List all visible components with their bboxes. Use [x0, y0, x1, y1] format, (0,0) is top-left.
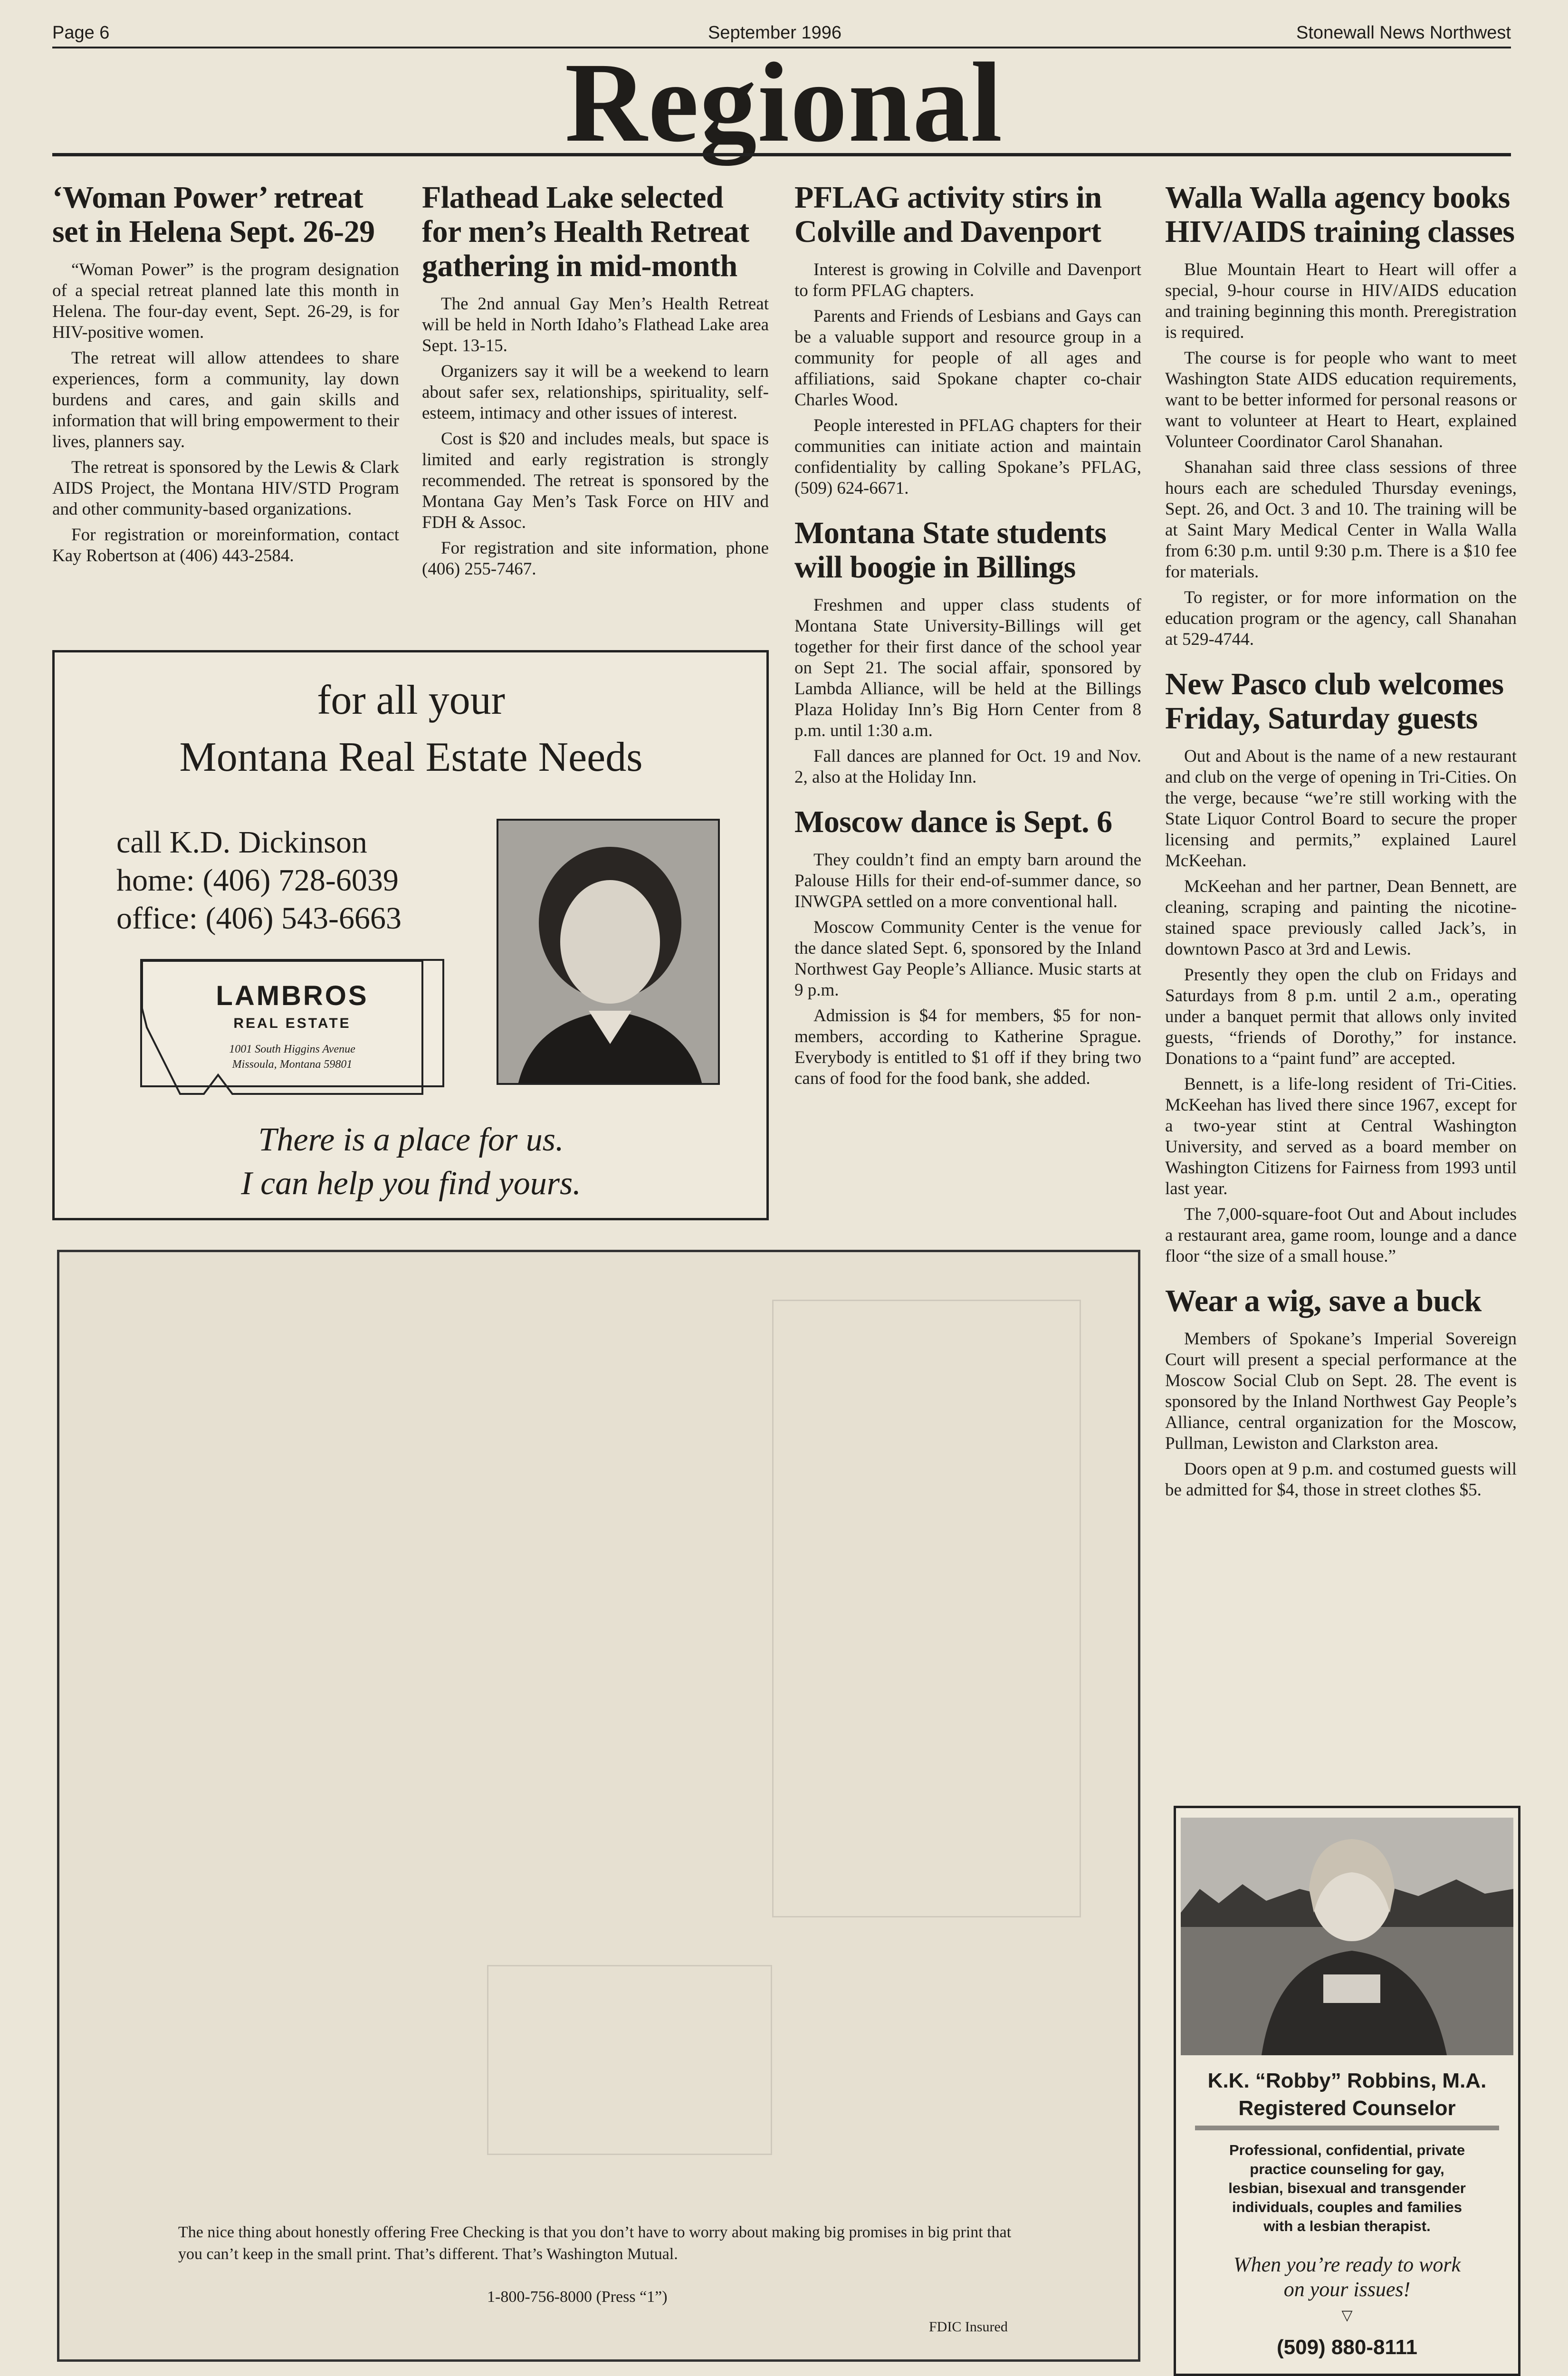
- story-paragraph: Fall dances are planned for Oct. 19 and Nov. 2, also at the Holiday Inn.: [794, 747, 1141, 787]
- counselor-photo: [1181, 1818, 1513, 2055]
- story-paragraph: Bennett, is a life-long resident of Tri-Cities. McKeehan has lived there since 1967, except for a two-year stint at Central Washington University, and served as a board member on Washington Citizens for Fairness from 1993 until last year.: [1165, 1074, 1517, 1198]
- story-paragraph: People interested in PFLAG chapters for their communities can initiate action and maintain confidentiality by calling Spokane’s PFLAG, (509) 624-6671.: [794, 416, 1141, 498]
- story-paragraph: Blue Mountain Heart to Heart will offer a special, 9-hour course in HIV/AIDS education and training beginning this month. Preregistration is required.: [1165, 260, 1517, 342]
- address-line: Missoula, Montana 59801: [232, 1058, 353, 1071]
- bank-ad-phone: 1-800-756-8000 (Press “1”): [487, 2288, 668, 2306]
- story-flathead: [422, 181, 769, 580]
- counselor-description: Professional, confidential, private practice counseling for gay, lesbian, bisexual and transgender individuals, couples and families with a lesbian therapist.: [1228, 2142, 1466, 2234]
- tagline-line: I can help you find yours.: [241, 1165, 581, 1202]
- story-headline: Walla Walla agency books HIV/AIDS training classes: [1165, 180, 1515, 249]
- story-paragraph: Out and About is the name of a new restaurant and club on the verge of opening in Tri-Cities. On the verge, because “we’re still working with the State Liquor Control Board to secure the proper licensing and permits,” explained Laurel McKeehan.: [1165, 747, 1517, 871]
- story-headline: Wear a wig, save a buck: [1165, 1284, 1482, 1318]
- divider: [1195, 2126, 1499, 2130]
- ad-headline-line1: for all your: [317, 677, 505, 723]
- story-paragraph: The 7,000-square-foot Out and About includes a restaurant area, game room, lounge and a dance floor “the size of a small house.”: [1165, 1205, 1517, 1266]
- story-headline: New Pasco club welcomes Friday, Saturday guests: [1165, 667, 1504, 736]
- show-through-graphic: [772, 1300, 1081, 1917]
- story-paragraph: The retreat will allow attendees to share experiences, form a community, lay down burdens and cares, and gain skills and information that will bring empowerment to their lives, planners say.: [52, 348, 399, 451]
- counselor-phone: (509) 880-8111: [1276, 2336, 1418, 2359]
- story-paragraph: The course is for people who want to meet Washington State AIDS education requirements, want to be better informed for personal reasons or want to volunteer at Heart to Heart, explained Volunteer Coordinator Carol Shanahan.: [1165, 348, 1517, 451]
- agent-photo: [497, 819, 720, 1085]
- column-3: [794, 181, 1141, 1106]
- tagline-line: There is a place for us.: [258, 1121, 564, 1158]
- real-estate-ad: [52, 650, 769, 1220]
- agent-name: call K.D. Dickinson: [116, 825, 367, 860]
- show-through-graphic: [487, 1965, 772, 2155]
- issue-date: September 1996: [708, 23, 841, 43]
- counselor-heading: [1176, 2067, 1518, 2122]
- tagline-line: When you’re ready to work: [1233, 2253, 1461, 2276]
- home-phone: home: (406) 728-6039: [116, 863, 399, 898]
- bank-ad-body: The nice thing about honestly offering Free Checking is that you don’t have to worry about making big promises in big print that you can’t keep in the small print. That’s different. That’s Washington Mutual.: [178, 2223, 1012, 2263]
- column-2: [422, 181, 769, 597]
- story-headline: ‘Woman Power’ retreat set in Helena Sept. 26-29: [52, 180, 375, 249]
- story-paragraph: Cost is $20 and includes meals, but space is limited and early registration is strongly recommended. The retreat is sponsored by the Montana Gay Men’s Task Force on HIV and FDH & Assoc.: [422, 429, 769, 532]
- story-paragraph: Interest is growing in Colville and Davenport to form PFLAG chapters.: [794, 260, 1141, 300]
- story-headline: PFLAG activity stirs in Colville and Davenport: [794, 180, 1102, 249]
- story-wig: [1165, 1284, 1517, 1501]
- story-paragraph: Presently they open the club on Fridays and Saturdays from 8 p.m. until 2 a.m., operating under a banquet permit that allows only invited guests, “friends of Dorothy,” for instance. Donations to a “paint fund” are accepted.: [1165, 965, 1517, 1068]
- agent-contact: [116, 824, 402, 938]
- section-title: Regional: [564, 39, 1004, 165]
- story-paragraph: Parents and Friends of Lesbians and Gays can be a valuable support and resource group in a community for people of all ages and affiliations, said Spokane chapter co-chair Charles Wood.: [794, 307, 1141, 410]
- column-4: [1165, 181, 1517, 1518]
- brand-subtitle: REAL ESTATE: [233, 1016, 351, 1031]
- address-line: 1001 South Higgins Avenue: [229, 1043, 355, 1055]
- counselor-ad: [1174, 1806, 1520, 2376]
- counselor-name: K.K. “Robby” Robbins, M.A.: [1207, 2069, 1487, 2092]
- lambros-logo: [140, 959, 444, 1087]
- counselor-tagline: [1176, 2252, 1518, 2302]
- story-paragraph: Admission is $4 for members, $5 for non-members, according to Katherine Sprague. Everybody is entitled to $1 off if they bring two cans of food for the food bank, she added.: [794, 1006, 1141, 1088]
- story-paragraph: For registration or moreinformation, contact Kay Robertson at (406) 443-2584.: [52, 525, 399, 565]
- publication-name: Stonewall News Northwest: [1296, 23, 1511, 43]
- story-paragraph: Organizers say it will be a weekend to learn about safer sex, relationships, spirituality, self-esteem, intimacy and other issues of interest.: [422, 362, 769, 423]
- story-paragraph: To register, or for more information on the education program or the agency, call Shanahan at 529-4744.: [1165, 588, 1517, 649]
- story-paragraph: Shanahan said three class sessions of three hours each are scheduled Thursday evenings, Sept. 26, and Oct. 3 and 10. The training will be at Saint Mary Medical Center in Walla Walla from 6:30 p.m. until 9:30 p.m. There is a $10 fee for materials.: [1165, 458, 1517, 582]
- story-paragraph: They couldn’t find an empty barn around the Palouse Hills for their end-of-summer dance, so INWGPA settled on a more conventional hall.: [794, 850, 1141, 911]
- story-pflag: [794, 181, 1141, 499]
- tagline-line: on your issues!: [1283, 2278, 1411, 2301]
- story-headline: Moscow dance is Sept. 6: [794, 805, 1112, 839]
- story-paragraph: Moscow Community Center is the venue for the dance slated Sept. 6, sponsored by the Inland Northwest Gay People’s Alliance. Music starts at 9 p.m.: [794, 918, 1141, 1000]
- story-paragraph: For registration and site information, phone (406) 255-7467.: [422, 538, 769, 579]
- story-paragraph: Members of Spokane’s Imperial Sovereign Court will present a special performance at the Moscow Social Club on Sept. 28. The event is sponsored by the Inland Northwest Gay People’s Alliance, central organization for the Moscow, Pullman, Lewiston and Clarkston area.: [1165, 1329, 1517, 1453]
- story-paragraph: Doors open at 9 p.m. and costumed guests will be admitted for $4, those in street clothes $5.: [1165, 1459, 1517, 1500]
- story-headline: Flathead Lake selected for men’s Health Retreat gathering in mid-month: [422, 180, 749, 283]
- ad-tagline: [55, 1118, 767, 1206]
- ad-headline-line2: Montana Real Estate Needs: [179, 734, 643, 780]
- brand-address: [142, 1042, 442, 1072]
- fdic-label: FDIC Insured: [929, 2319, 1008, 2335]
- story-paragraph: Freshmen and upper class students of Montana State University-Billings will get together for their first dance of the school year on Sept 21. The social affair, sponsored by Lambda Alliance, will be held at the Billings Plaza Holiday Inn’s Big Horn Center from 8 p.m. until 1:30 a.m.: [794, 595, 1141, 740]
- story-pasco: [1165, 667, 1517, 1267]
- story-paragraph: “Woman Power” is the program designation of a special retreat planned late this month in Helena. The four-day event, Sept. 26-29, is for HIV-positive women.: [52, 260, 399, 342]
- brand-name: LAMBROS: [216, 980, 369, 1011]
- story-headline: Montana State students will boogie in Billings: [794, 516, 1107, 584]
- triangle-icon: ▽: [1341, 2308, 1353, 2323]
- counselor-title: Registered Counselor: [1238, 2097, 1456, 2120]
- bank-ad: [57, 1250, 1140, 2362]
- story-paragraph: McKeehan and her partner, Dean Bennett, are cleaning, scraping and painting the nicotine-stained space previously called Jack’s, in downtown Pasco at 3rd and Lewis.: [1165, 877, 1517, 959]
- story-moscow: [794, 805, 1141, 1089]
- story-montana-state: [794, 516, 1141, 788]
- office-phone: office: (406) 543-6663: [116, 901, 402, 936]
- story-paragraph: The 2nd annual Gay Men’s Health Retreat will be held in North Idaho’s Flathead Lake area Sept. 13-15.: [422, 294, 769, 355]
- story-walla-walla: [1165, 181, 1517, 650]
- story-paragraph: The retreat is sponsored by the Lewis & Clark AIDS Project, the Montana HIV/STD Program and other community-based organizations.: [52, 458, 399, 519]
- page-number: Page 6: [52, 23, 110, 43]
- masthead-rule: [52, 153, 1511, 156]
- story-woman-power: [52, 181, 399, 566]
- column-1: [52, 181, 399, 584]
